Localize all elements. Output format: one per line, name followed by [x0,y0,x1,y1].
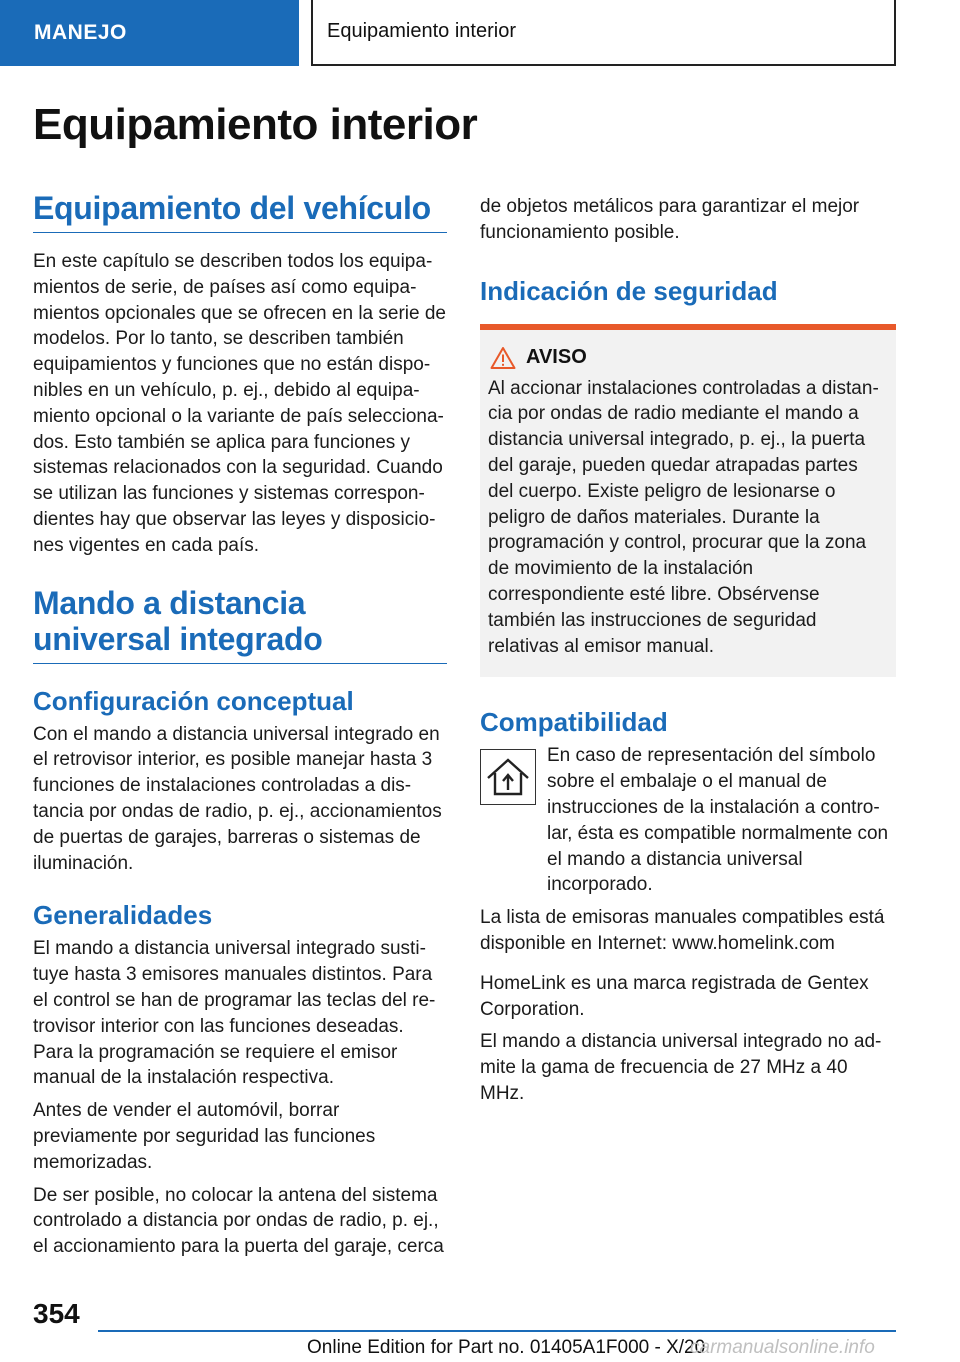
subheading-configuracion: Configuración conceptual [33,685,354,716]
house-arrow-icon [480,749,536,805]
paragraph: La lista de emisoras manuales compatibles está disponible en Internet: www.homelink.com [480,907,885,954]
paragraph: de objetos metálicos para garantizar el mejor funcionamiento posible. [480,196,860,243]
paragraph: Con el mando a distancia universal integrado en el retrovisor interior, es posible manejar hasta 3 funciones de instalaciones controladas a distancia por ondas de radio, p. ej., accionamientos de puertas de garajes, barreras o sistemas de iluminación. [33,723,442,874]
subheading-compatibilidad: Compatibilidad [480,707,668,738]
watermark: carmanualsonline.info [690,1337,875,1358]
page-header [0,0,960,66]
warning-text: Al accionar instalaciones controladas a distancia por ondas de radio mediante el mando a distancia universal integrado, p. ej., la puerta del garaje, pueden quedar atrapadas partes del cuerpo. Existe peligro de lesionarse o peligro de daños materiales. Durante la programación y control, procurar que la zona de movimiento de la instalación correspondiente esté libre. Obsérvense también las instrucciones de seguridad relativas al emisor manual. [488,377,879,657]
page-title: Equipamiento interior [33,100,478,149]
paragraph: El mando a distancia universal integrado no admite la gama de frecuencia de 27 MHz a 40 MHz. [480,1031,882,1104]
warning-header [488,346,888,370]
left-column [33,190,447,1267]
edition-text: Online Edition for Part no. 01405A1F000 - X/20 [307,1337,706,1358]
section-tab[interactable]: Equipamiento interior [311,0,896,66]
paragraph: HomeLink es una marca registrada de Gentex Corporation. [480,972,869,1020]
warning-box [480,324,896,678]
paragraph: De ser posible, no colocar la antena del sistema controlado a distancia por ondas de radio, p. ej., el accionamiento para la puerta del garaje, cerca [33,1184,444,1258]
subheading-generalidades: Generalidades [33,900,213,931]
paragraph: Antes de vender el automóvil, borrar previamente por seguridad las funciones memorizadas. [33,1100,376,1173]
page-number: 354 [33,1298,80,1329]
section-heading-mando-distancia: Mando a distancia universal integrado [33,585,447,664]
warning-label: AVISO [526,346,587,369]
chapter-tab[interactable]: MANEJO [0,0,299,66]
section-heading-equipamiento-vehiculo: Equipamiento del vehículo [33,190,447,233]
paragraph: En este capítulo se describen todos los equipamientos de serie, de países así como equipamientos opcionales que se ofrecen en la serie de modelos. Por lo tanto, se describen también equipamientos y funciones que no están disponibles en un vehículo, p. ej., debido al equipamiento opcional o la variante de país seleccionados. Esto también se aplica para funciones y sistemas relacionados con la seguridad. Cuando se utilizan las funciones y sistemas correspondientes hay que observar las leyes y disposiciones vigentes en cada país. [33,251,446,556]
right-column [480,194,896,1114]
paragraph: El mando a distancia universal integrado sustituye hasta 3 emisores manuales distintos. Para el control se han de programar las teclas del retrovisor interior con las funciones deseadas. Para la programación se requiere el emisor manual de la instalación respectiva. [33,938,436,1089]
compat-block [480,743,896,905]
paragraph: En caso de representación del símbolo sobre el embalaje o el manual de instrucciones de la instalación a controlar, ésta es compatible normalmente con el mando a distancia universal incorporado. [547,745,889,896]
footer-divider [98,1330,896,1332]
subheading-seguridad: Indicación de seguridad [480,275,778,306]
warning-triangle-icon [490,346,516,370]
